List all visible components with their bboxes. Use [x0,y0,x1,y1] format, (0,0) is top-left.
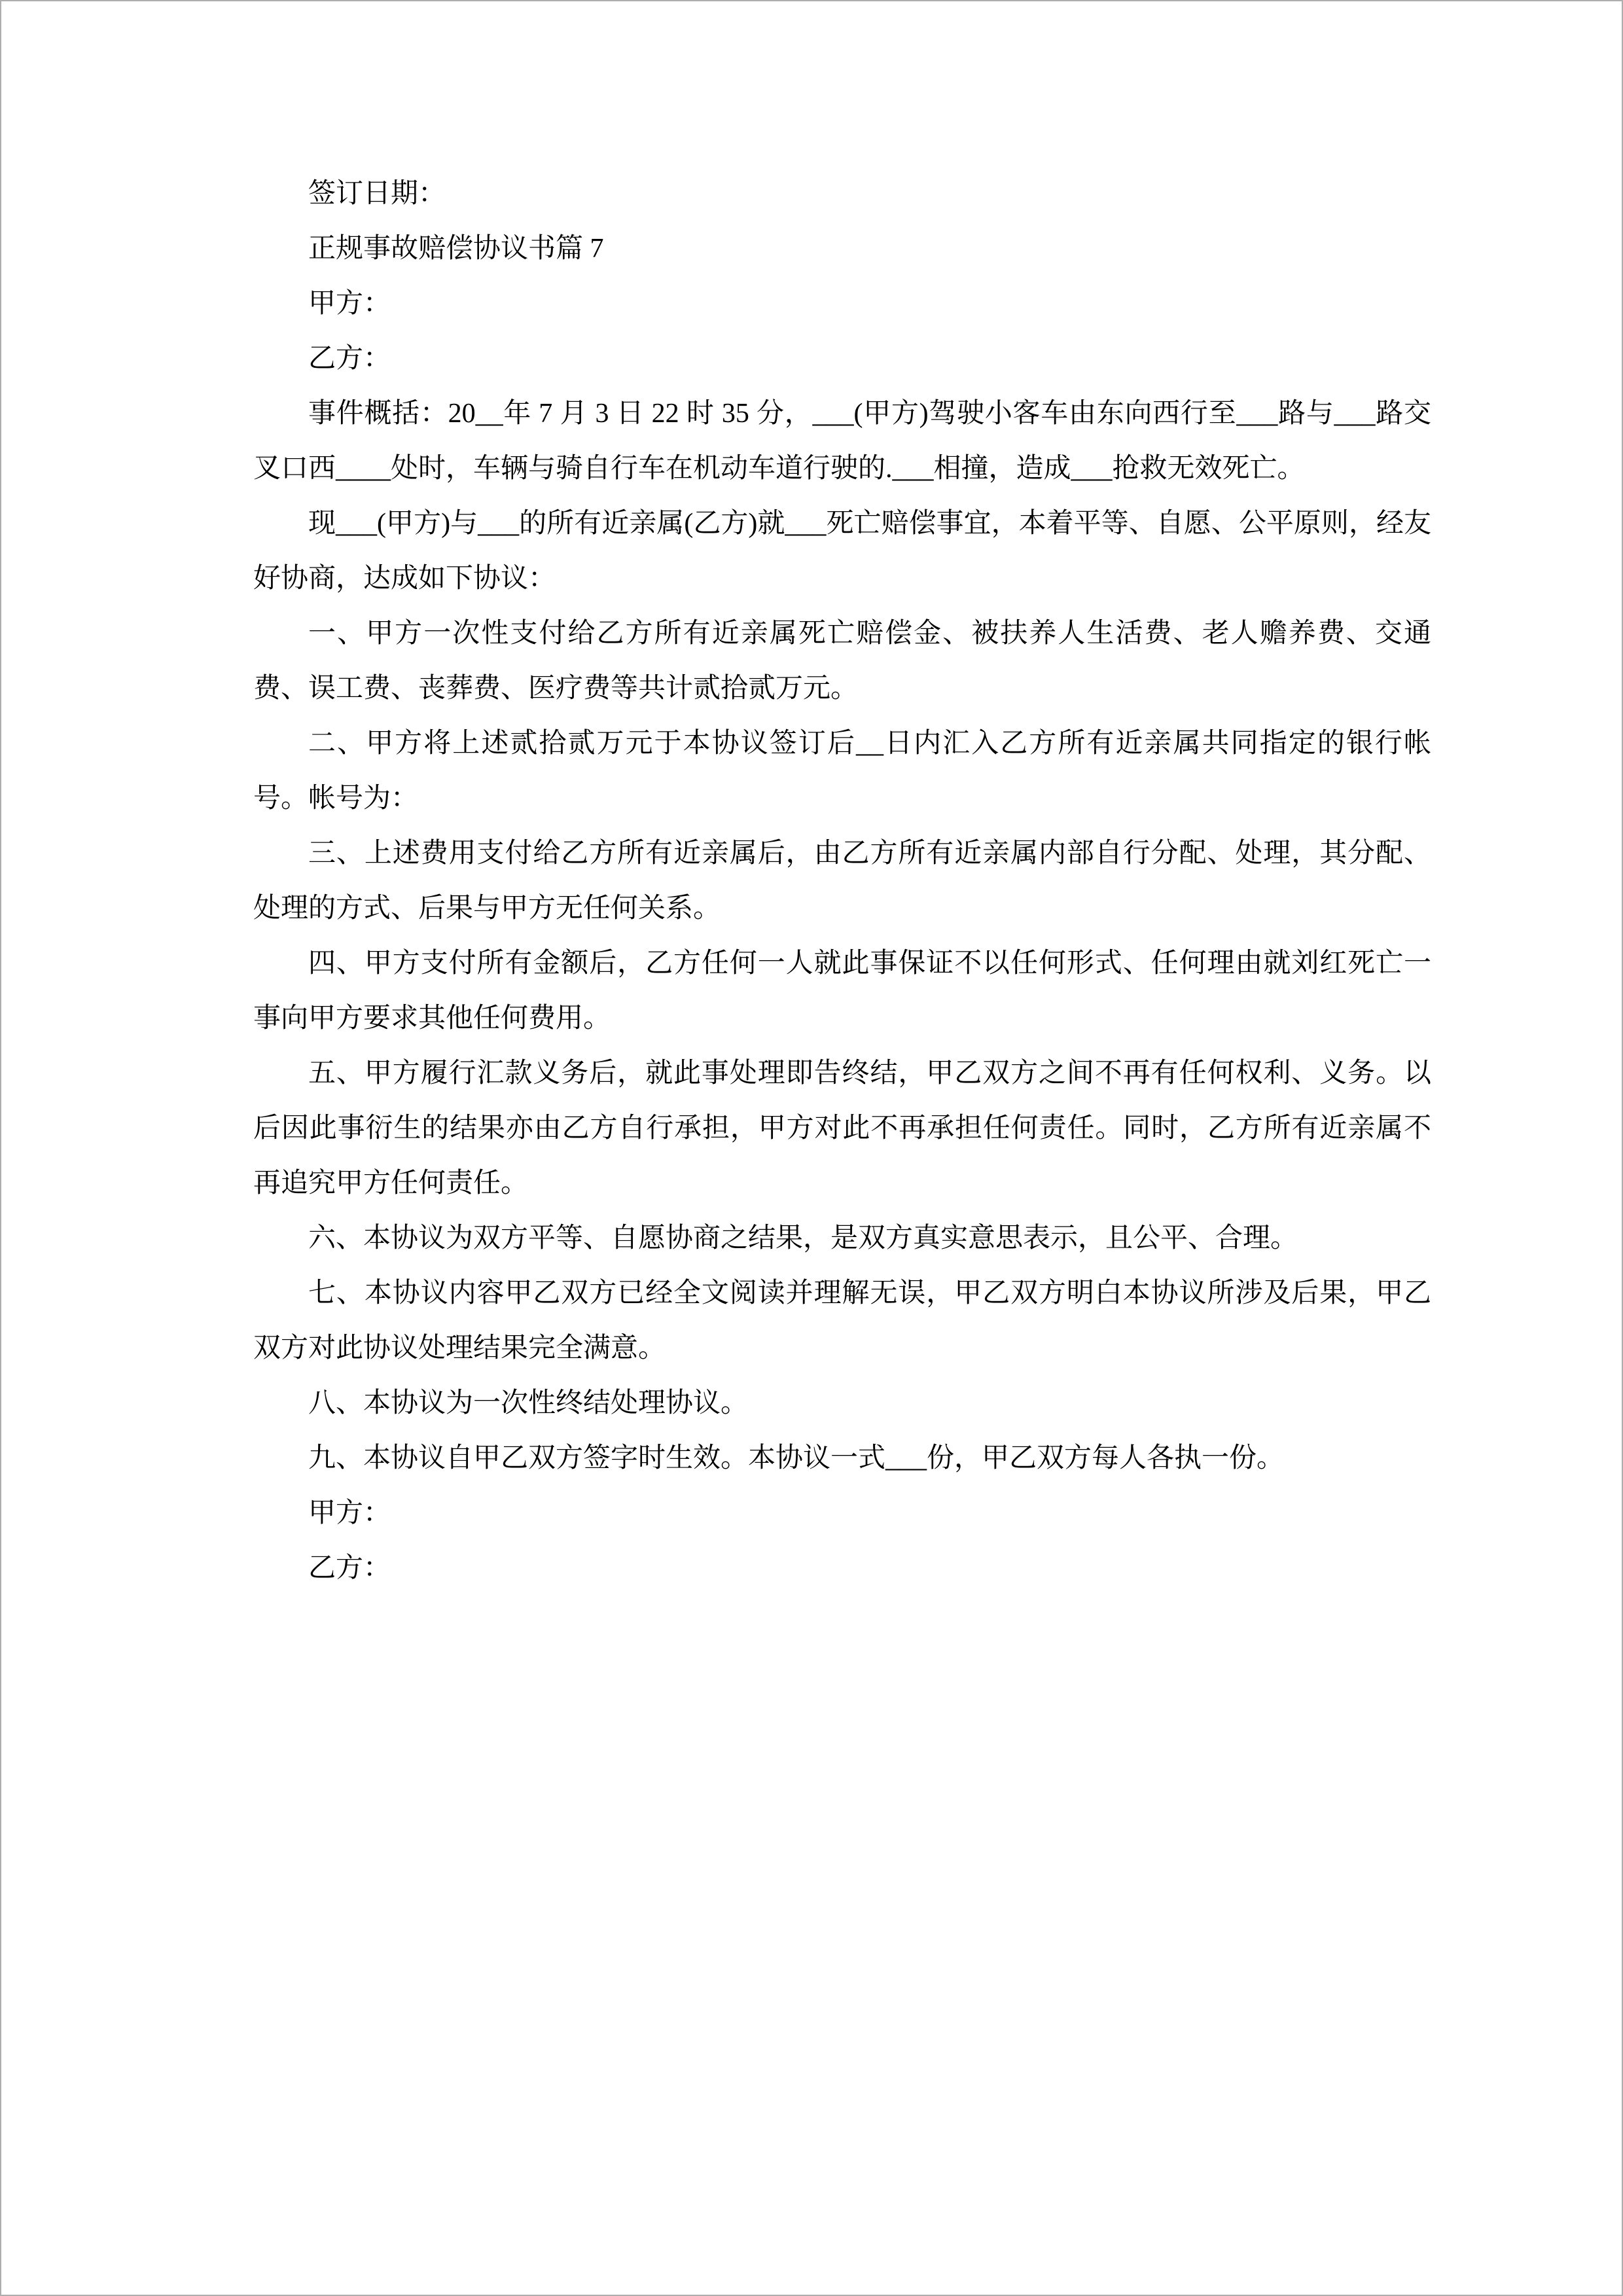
paragraph-7: 一、甲方一次性支付给乙方所有近亲属死亡赔偿金、被扶养人生活费、老人赡养费、交通费、误工费、丧葬费、医疗费等共计贰拾贰万元。 [253,619,1431,704]
paragraph-8: 二、甲方将上述贰拾贰万元于本协议签订后__日内汇入乙方所有近亲属共同指定的银行帐号。帐号为： [253,728,1431,814]
paragraph-12: 六、本协议为双方平等、自愿协商之结果，是双方真实意思表示，且公平、合理。 [308,1223,1298,1253]
paragraph-13: 七、本协议内容甲乙双方已经全文阅读并理解无误，甲乙双方明白本协议所涉及后果，甲乙双方对此协议处理结果完全满意。 [253,1278,1431,1363]
paragraph-15: 九、本协议自甲乙双方签字时生效。本协议一式___份，甲乙双方每人各执一份。 [308,1443,1285,1473]
paragraph-17: 乙方： [308,1553,391,1583]
paragraph-1: 签订日期： [308,179,446,209]
paragraph-14: 八、本协议为一次性终结处理协议。 [308,1388,749,1418]
paragraph-10: 四、甲方支付所有金额后，乙方任何一人就此事保证不以任何形式、任何理由就刘红死亡一事向甲方要求其他任何费用。 [253,948,1431,1033]
paragraph-6: 现___(甲方)与___的所有近亲属(乙方)就___死亡赔偿事宜，本着平等、自愿、公平原则，经友好协商，达成如下协议： [253,509,1431,594]
paragraph-16: 甲方： [308,1498,391,1528]
paragraph-3: 甲方： [308,289,391,319]
paragraph-4: 乙方： [308,344,391,374]
paragraph-2: 正规事故赔偿协议书篇 7 [308,234,604,264]
paragraph-container [253,166,1431,1596]
paragraph-11: 五、甲方履行汇款义务后，就此事处理即告终结，甲乙双方之间不再有任何权利、义务。以后因此事衍生的结果亦由乙方自行承担，甲方对此不再承担任何责任。同时，乙方所有近亲属不再追究甲方任何责任。 [253,1058,1431,1198]
paragraph-9: 三、上述费用支付给乙方所有近亲属后，由乙方所有近亲属内部自行分配、处理，其分配、处理的方式、后果与甲方无任何关系。 [253,838,1431,924]
paragraph-5: 事件概括：20__年 7 月 3 日 22 时 35 分，___(甲方)驾驶小客车由东向西行至___路与___路交叉口西____处时，车辆与骑自行车在机动车道行驶的.___相撞，造成___抢救无效死亡。 [253,399,1431,484]
